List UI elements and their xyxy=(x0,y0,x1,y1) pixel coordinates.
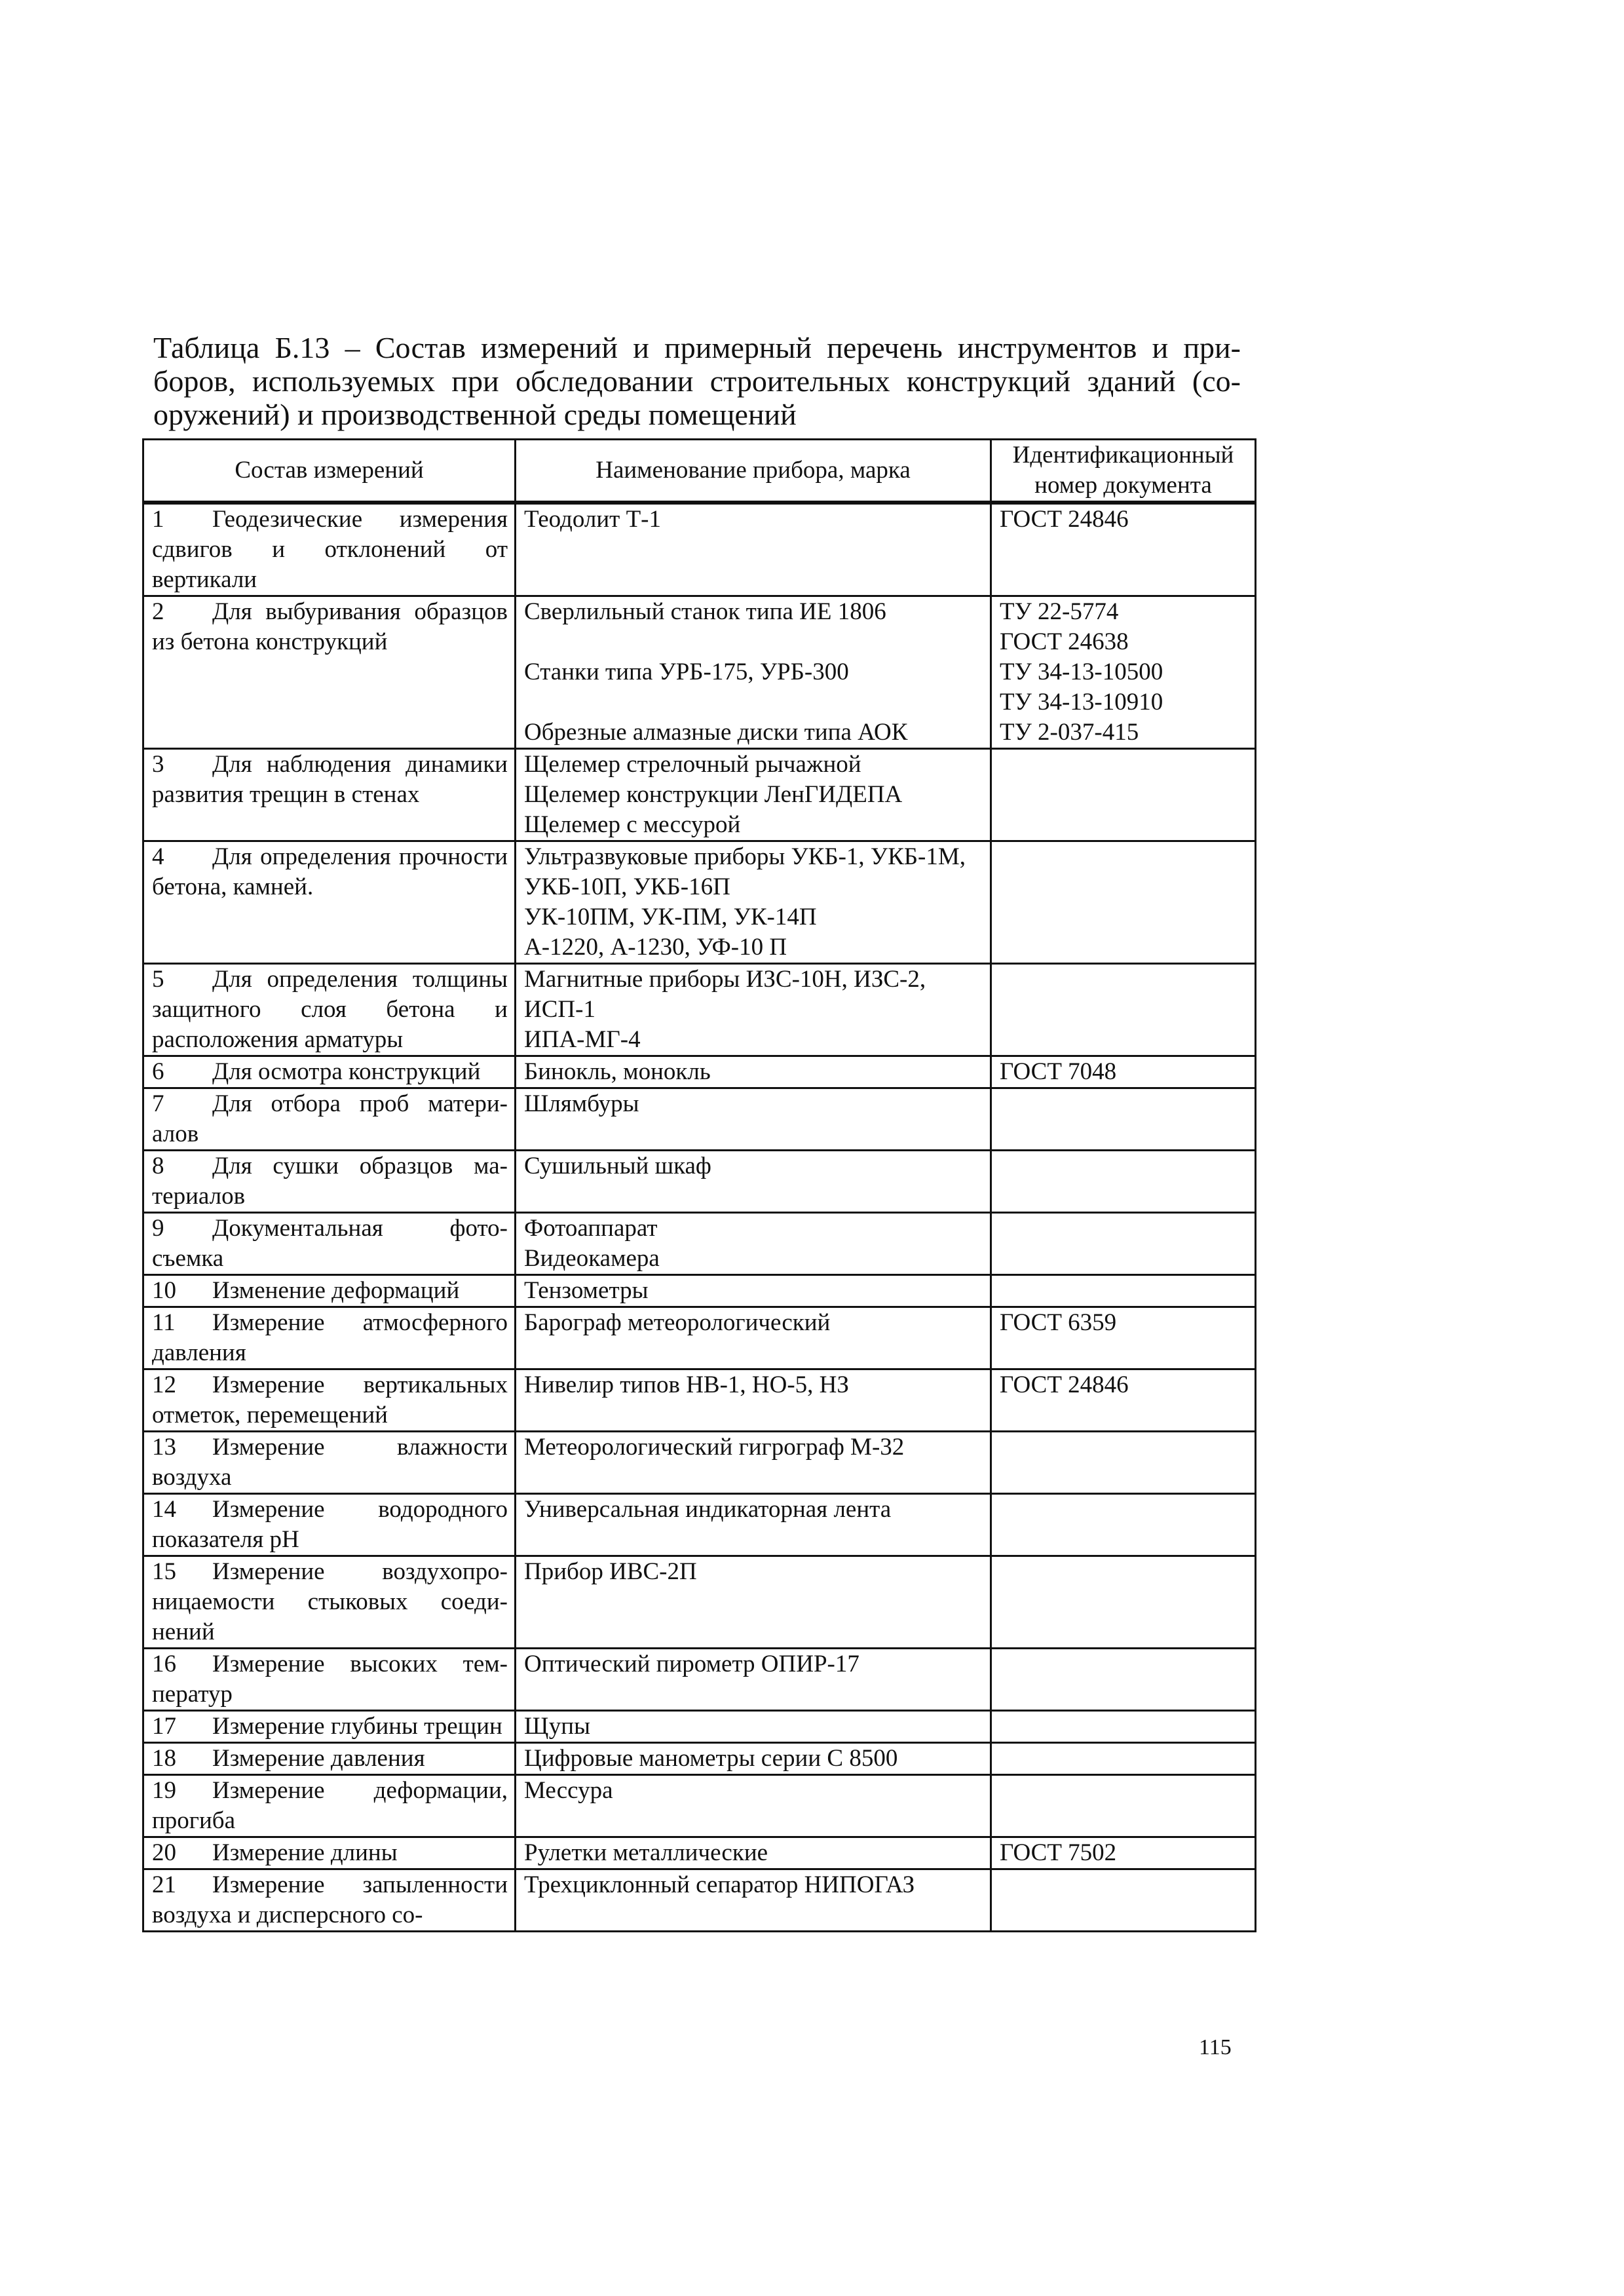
device-name: Щелемер с мессурой xyxy=(524,811,741,838)
document-cell xyxy=(991,1088,1256,1151)
device-name: Оптический пирометр ОПИР-17 xyxy=(524,1651,859,1677)
device-name: Прибор ИВС-2П xyxy=(524,1558,697,1585)
device-name: Трехциклонный сепаратор НИПОГАЗ xyxy=(524,1871,915,1898)
document-cell xyxy=(991,841,1256,964)
device-cell xyxy=(516,1743,991,1775)
row-number: 10 xyxy=(152,1277,176,1304)
table-row xyxy=(143,1151,1256,1213)
device-spacer xyxy=(524,687,983,718)
measurement-text: Для определения прочности бетона, камней. xyxy=(152,843,508,900)
device-name: Нивелир типов НВ-1, НО-5, НЗ xyxy=(524,1371,849,1398)
measurement-text: Документальная фотосъемка xyxy=(152,1215,508,1272)
measurement-text: Для сушки образцов материалов xyxy=(152,1153,508,1210)
document-cell xyxy=(991,596,1256,749)
device-name: Магнитные приборы ИЗС-10Н, ИЗС-2, ИСП-1 xyxy=(524,966,926,1023)
document-cell xyxy=(991,1151,1256,1213)
device-cell xyxy=(516,1307,991,1369)
device-name: А-1220, А-1230, УФ-10 П xyxy=(524,934,787,961)
row-number: 11 xyxy=(152,1309,176,1336)
row-number: 7 xyxy=(152,1090,164,1117)
document-cell xyxy=(991,1213,1256,1275)
row-number: 20 xyxy=(152,1839,176,1866)
measurement-cell xyxy=(143,1556,516,1649)
measurement-cell xyxy=(143,1869,516,1932)
device-cell xyxy=(516,1213,991,1275)
document-cell xyxy=(991,1743,1256,1775)
table-row xyxy=(143,1213,1256,1275)
measurement-cell xyxy=(143,1213,516,1275)
row-number: 19 xyxy=(152,1777,176,1804)
device-name: Цифровые манометры серии С 8500 xyxy=(524,1745,898,1772)
document-number: ГОСТ 7502 xyxy=(1000,1839,1117,1866)
table-row xyxy=(143,1432,1256,1494)
measurement-text: Измерение длины xyxy=(212,1839,398,1866)
table-row xyxy=(143,1649,1256,1711)
device-cell xyxy=(516,1369,991,1432)
row-number: 18 xyxy=(152,1745,176,1772)
row-number: 15 xyxy=(152,1558,176,1585)
measurement-cell xyxy=(143,1151,516,1213)
measurement-cell xyxy=(143,964,516,1056)
header-document-line: Идентификационный xyxy=(1012,442,1234,469)
device-cell xyxy=(516,1869,991,1932)
table-row xyxy=(143,1837,1256,1869)
device-cell xyxy=(516,1432,991,1494)
measurement-text: Измерение деформации, прогиба xyxy=(152,1777,508,1834)
document-cell xyxy=(991,1056,1256,1088)
table-row xyxy=(143,1775,1256,1837)
row-number: 2 xyxy=(152,598,164,625)
measurement-cell xyxy=(143,749,516,841)
row-number: 9 xyxy=(152,1215,164,1242)
measurement-cell xyxy=(143,1307,516,1369)
caption-line: Таблица Б.13 – Состав измерений и примерный перечень инструментов и при- xyxy=(153,331,1241,364)
device-cell xyxy=(516,1151,991,1213)
row-number: 13 xyxy=(152,1434,176,1461)
measurement-text: Измерение давления xyxy=(212,1745,425,1772)
device-cell xyxy=(516,1556,991,1649)
measurement-text: Для наблюдения динамики развития трещин в стенах xyxy=(152,751,508,808)
measurement-cell xyxy=(143,1743,516,1775)
header-device: Наименование прибора, марка xyxy=(516,440,991,503)
caption-line: боров, используемых при обследовании строительных конструкций зданий (со- xyxy=(153,364,1241,398)
document-cell xyxy=(991,1275,1256,1307)
device-name: Станки типа УРБ-175, УРБ-300 xyxy=(524,659,849,685)
device-name: Универсальная индикаторная лента xyxy=(524,1496,892,1523)
device-cell xyxy=(516,749,991,841)
document-cell xyxy=(991,964,1256,1056)
device-name: Рулетки металлические xyxy=(524,1839,768,1866)
table-row xyxy=(143,1869,1256,1932)
row-number: 5 xyxy=(152,966,164,993)
device-cell xyxy=(516,1711,991,1743)
header-document-line: номер документа xyxy=(1034,472,1212,499)
document-number: ТУ 34-13-10500 xyxy=(1000,659,1163,685)
measurement-cell xyxy=(143,1088,516,1151)
device-name: Бинокль, монокль xyxy=(524,1058,711,1085)
row-number: 3 xyxy=(152,751,164,778)
table-row xyxy=(143,1369,1256,1432)
device-name: Фотоаппарат xyxy=(524,1215,658,1242)
table-header-row xyxy=(143,440,1256,503)
row-number: 21 xyxy=(152,1871,176,1898)
device-name: ИПА-МГ-4 xyxy=(524,1026,641,1053)
table-row xyxy=(143,596,1256,749)
measurement-text: Для определения толщины защитного слоя бетона и расположения арматуры xyxy=(152,966,508,1053)
table-row xyxy=(143,1056,1256,1088)
device-name: Мессура xyxy=(524,1777,613,1804)
device-cell xyxy=(516,503,991,596)
measurement-cell xyxy=(143,1711,516,1743)
document-cell xyxy=(991,1369,1256,1432)
document-number: ГОСТ 24846 xyxy=(1000,506,1129,533)
caption-line: оружений) и производственной среды помещений xyxy=(153,398,797,431)
device-cell xyxy=(516,964,991,1056)
document-cell xyxy=(991,749,1256,841)
measurement-cell xyxy=(143,596,516,749)
device-cell xyxy=(516,1494,991,1556)
header-measurements: Состав измерений xyxy=(143,440,516,503)
table-caption xyxy=(153,331,1241,431)
device-name: Сверлильный станок типа ИЕ 1806 xyxy=(524,598,886,625)
measurement-text: Измерение атмосферного давления xyxy=(152,1309,508,1366)
document-number: ТУ 34-13-10910 xyxy=(1000,689,1163,716)
measurement-text: Изменение деформаций xyxy=(212,1277,460,1304)
device-name: Щелемер стрелочный рычажной xyxy=(524,751,861,778)
table-row xyxy=(143,1711,1256,1743)
device-cell xyxy=(516,841,991,964)
table-row xyxy=(143,749,1256,841)
row-number: 17 xyxy=(152,1713,176,1740)
device-name: Шлямбуры xyxy=(524,1090,639,1117)
measurement-cell xyxy=(143,503,516,596)
device-name: Барограф метеорологический xyxy=(524,1309,831,1336)
table-row xyxy=(143,1275,1256,1307)
document-cell xyxy=(991,1432,1256,1494)
measurement-cell xyxy=(143,1494,516,1556)
measurement-text: Измерение вертикальных отметок, перемещений xyxy=(152,1371,508,1428)
row-number: 1 xyxy=(152,506,164,533)
device-name: Сушильный шкаф xyxy=(524,1153,711,1179)
device-cell xyxy=(516,1088,991,1151)
device-cell xyxy=(516,1775,991,1837)
measurement-text: Измерение запыленности воздуха и дисперсного со- xyxy=(152,1871,508,1928)
document-number: ТУ 22-5774 xyxy=(1000,598,1119,625)
measurement-text: Измерение воздухопроницаемости стыковых соединений xyxy=(152,1558,508,1645)
document-number: ГОСТ 24846 xyxy=(1000,1371,1129,1398)
device-name: Щупы xyxy=(524,1713,590,1740)
table-row xyxy=(143,841,1256,964)
document-cell xyxy=(991,1307,1256,1369)
table-row xyxy=(143,1307,1256,1369)
measurement-cell xyxy=(143,1837,516,1869)
measurement-text: Для осмотра конструкций xyxy=(212,1058,481,1085)
measurement-cell xyxy=(143,841,516,964)
row-number: 4 xyxy=(152,843,164,870)
measurement-text: Геодезические измерения сдвигов и отклонений от вертикали xyxy=(152,506,508,593)
document-number: ГОСТ 7048 xyxy=(1000,1058,1117,1085)
device-cell xyxy=(516,596,991,749)
header-document xyxy=(991,440,1256,503)
table-row xyxy=(143,964,1256,1056)
document-cell xyxy=(991,503,1256,596)
document-cell xyxy=(991,1711,1256,1743)
table-row xyxy=(143,1743,1256,1775)
document-cell xyxy=(991,1494,1256,1556)
row-number: 6 xyxy=(152,1058,164,1085)
device-name: Обрезные алмазные диски типа АОК xyxy=(524,719,908,746)
document-number: ТУ 2-037-415 xyxy=(1000,719,1139,746)
measurement-cell xyxy=(143,1775,516,1837)
measurement-text: Измерение влажности воздуха xyxy=(152,1434,508,1491)
measurement-cell xyxy=(143,1056,516,1088)
measurement-text: Для выбуривания образцов из бетона конструкций xyxy=(152,598,508,655)
table-row xyxy=(143,1556,1256,1649)
device-name: УК-10ПМ, УК-ПМ, УК-14П xyxy=(524,904,817,930)
measurement-text: Для отбора проб материалов xyxy=(152,1090,508,1147)
device-cell xyxy=(516,1837,991,1869)
document-number: ГОСТ 6359 xyxy=(1000,1309,1117,1336)
measurement-text: Измерение глубины трещин xyxy=(212,1713,502,1740)
page-number: 115 xyxy=(1199,2035,1232,2059)
document-cell xyxy=(991,1649,1256,1711)
device-cell xyxy=(516,1056,991,1088)
device-name: Метеорологический гигрограф М-32 xyxy=(524,1434,905,1461)
device-name: Теодолит Т-1 xyxy=(524,506,661,533)
instruments-table xyxy=(142,438,1256,1932)
document-cell xyxy=(991,1837,1256,1869)
device-name: Тензометры xyxy=(524,1277,649,1304)
row-number: 14 xyxy=(152,1496,176,1523)
device-name: Ультразвуковые приборы УКБ-1, УКБ-1М, УКБ-10П, УКБ-16П xyxy=(524,843,966,900)
measurement-cell xyxy=(143,1369,516,1432)
table-row xyxy=(143,1494,1256,1556)
document-number: ГОСТ 24638 xyxy=(1000,628,1129,655)
row-number: 12 xyxy=(152,1371,176,1398)
document-cell xyxy=(991,1869,1256,1932)
table-body xyxy=(143,503,1256,1932)
table-row xyxy=(143,1088,1256,1151)
row-number: 8 xyxy=(152,1153,164,1179)
document-cell xyxy=(991,1775,1256,1837)
measurement-cell xyxy=(143,1275,516,1307)
device-cell xyxy=(516,1275,991,1307)
measurement-cell xyxy=(143,1649,516,1711)
row-number: 16 xyxy=(152,1651,176,1677)
device-cell xyxy=(516,1649,991,1711)
measurement-cell xyxy=(143,1432,516,1494)
device-name: Видеокамера xyxy=(524,1245,660,1272)
table-row xyxy=(143,503,1256,596)
measurement-text: Измерение высоких температур xyxy=(152,1651,508,1708)
device-name: Щелемер конструкции ЛенГИДЕПА xyxy=(524,781,903,808)
document-cell xyxy=(991,1556,1256,1649)
measurement-text: Измерение водородного показателя pH xyxy=(152,1496,508,1553)
device-spacer xyxy=(524,627,983,657)
